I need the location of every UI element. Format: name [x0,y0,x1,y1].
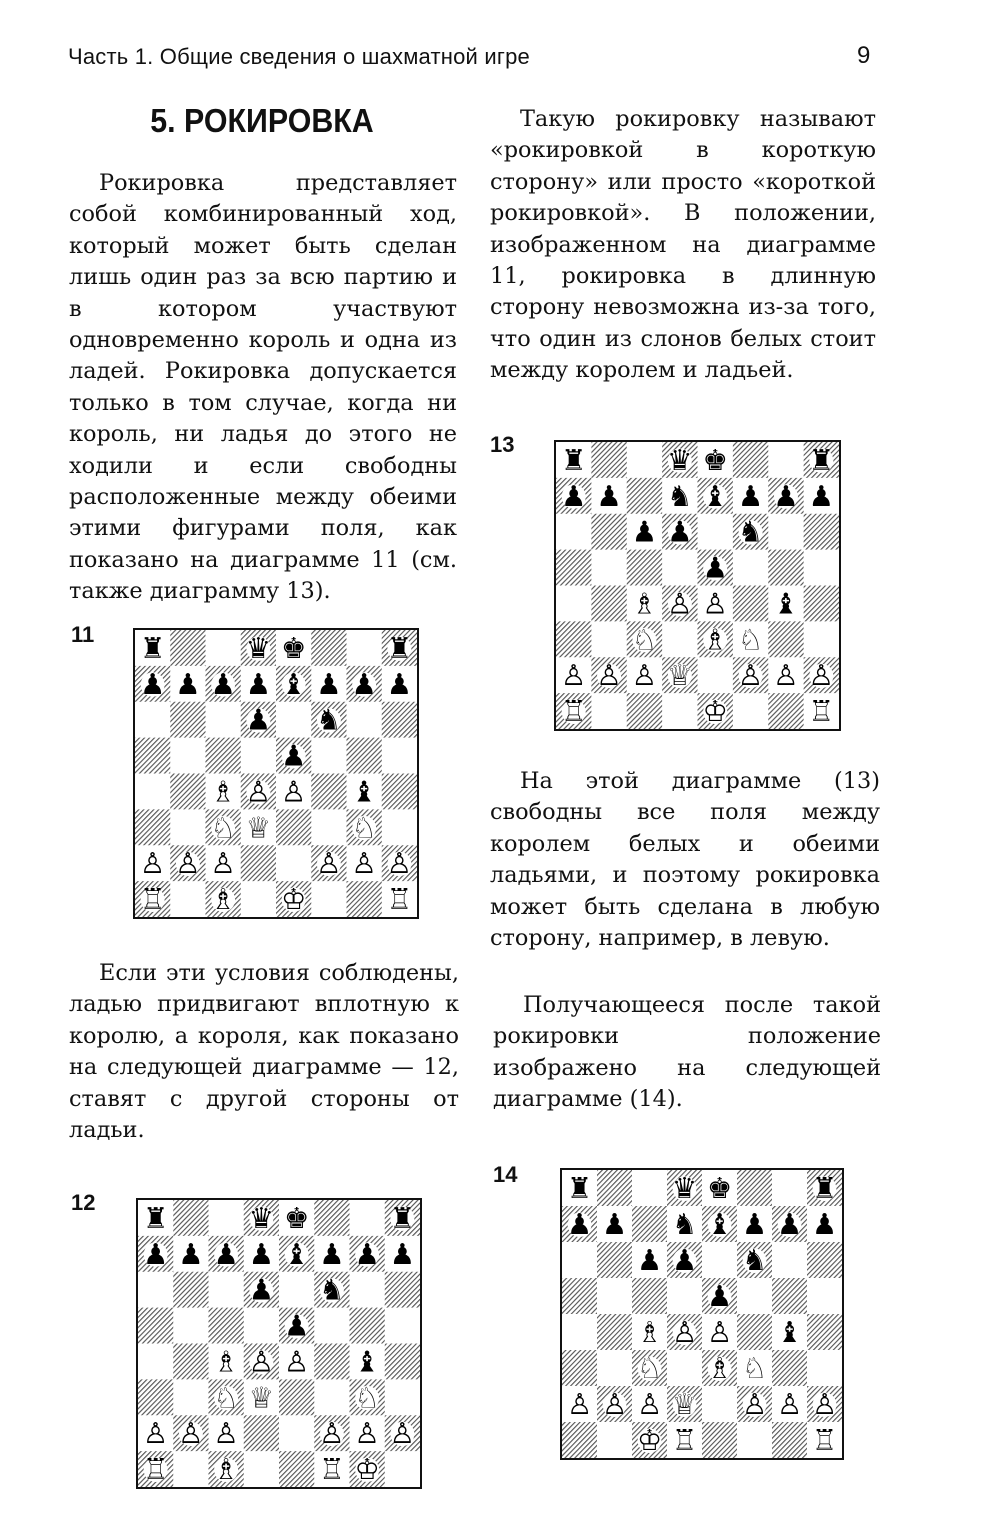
black-pawn-icon: ♟ [386,667,413,701]
dark-square [768,550,803,586]
dark-square [138,1308,173,1344]
white-rook-icon: ♖ [560,694,587,729]
black-pawn-icon: ♟ [139,667,166,701]
white-pawn-icon: ♙ [776,1387,803,1422]
white-knight-icon: ♘ [213,1381,239,1415]
dark-square [627,550,662,586]
dark-square [170,702,205,738]
dark-square [737,1314,772,1350]
dark-square [135,809,170,845]
white-queen-icon: ♕ [667,659,693,693]
black-king-icon: ♚ [283,1201,310,1236]
paragraph-5: Получающееся после такой рокировки положение изображено на следующей диаграмме (14). [493,992,881,1113]
black-knight-icon: ♞ [671,1207,698,1242]
dark-square [385,1272,420,1308]
black-rook-icon: ♜ [386,631,413,666]
black-queen-icon: ♛ [671,1171,698,1206]
dark-square [314,1344,349,1380]
black-rook-icon: ♜ [139,631,166,666]
white-knight-icon: ♘ [210,811,236,845]
dark-square [276,809,311,845]
dark-square [279,1451,314,1487]
white-pawn-icon: ♙ [737,659,764,693]
white-pawn-icon: ♙ [248,1345,275,1379]
dark-square [804,514,839,550]
white-bishop-icon: ♗ [702,623,728,657]
dark-square [173,1200,208,1236]
white-queen-icon: ♕ [245,811,272,845]
black-pawn-icon: ♟ [596,479,622,513]
dark-square [804,586,839,622]
black-queen-icon: ♛ [248,1201,275,1236]
white-king-icon: ♔ [354,1452,380,1487]
black-pawn-icon: ♟ [808,479,835,513]
diagram-12-number: 12 [71,1190,96,1215]
black-pawn-icon: ♟ [702,551,728,585]
black-pawn-icon: ♟ [280,739,307,773]
black-pawn-icon: ♟ [213,1237,239,1271]
dark-square [556,550,591,586]
black-knight-icon: ♞ [667,479,693,513]
white-pawn-icon: ♙ [245,775,272,809]
black-pawn-icon: ♟ [248,1237,275,1271]
black-king-icon: ♚ [706,1171,733,1206]
black-rook-icon: ♜ [142,1201,169,1236]
black-queen-icon: ♛ [667,443,693,478]
white-pawn-icon: ♙ [351,847,377,881]
white-pawn-icon: ♙ [354,1417,380,1451]
diagram-13-board [554,440,841,731]
white-knight-icon: ♘ [354,1381,380,1415]
white-bishop-icon: ♗ [631,587,658,621]
white-rook-icon: ♖ [142,1452,169,1487]
dark-square [556,621,591,657]
section-title: 5. РОКИРОВКА [150,102,374,139]
dark-square [241,845,276,881]
black-pawn-icon: ♟ [773,479,799,513]
white-pawn-icon: ♙ [210,847,236,881]
white-rook-icon: ♖ [808,694,835,729]
white-bishop-icon: ♗ [706,1351,733,1386]
white-queen-icon: ♕ [248,1381,275,1415]
dark-square [385,1344,420,1380]
dark-square [314,1200,349,1236]
dark-square [209,1308,244,1344]
diagram-14-number: 14 [493,1162,518,1187]
dark-square [733,586,768,622]
black-pawn-icon: ♟ [601,1207,628,1242]
dark-square [597,1242,632,1278]
white-pawn-icon: ♙ [319,1417,345,1451]
black-pawn-icon: ♟ [316,667,342,701]
black-knight-icon: ♞ [319,1273,345,1307]
black-pawn-icon: ♟ [631,515,658,549]
black-pawn-icon: ♟ [319,1237,345,1271]
white-pawn-icon: ♙ [139,847,166,881]
white-pawn-icon: ♙ [389,1417,416,1451]
paragraph-2: Если эти условия соблюдены, ладью придвигают вплотную к королю, а короля, как показано на следующей диаграмме — 12, ставят с другой стороны от ладьи. [69,960,459,1144]
dark-square [347,738,382,774]
dark-square [170,630,205,666]
dark-square [702,1422,737,1458]
black-knight-icon: ♞ [741,1243,768,1278]
black-pawn-icon: ♟ [706,1279,733,1314]
dark-square [737,1170,772,1206]
dark-square [347,881,382,917]
white-pawn-icon: ♙ [671,1315,698,1350]
white-knight-icon: ♘ [631,623,658,657]
white-bishop-icon: ♗ [213,1452,239,1487]
white-pawn-icon: ♙ [178,1417,204,1451]
white-pawn-icon: ♙ [601,1387,628,1422]
paragraph-1: Рокировка представляет собой комбинированный ход, который может быть сделан лишь один раз за всю партию и в котором участвуют одновременно король и одна из ладей. Рокировка допускается только в том случае, когда ни король, ни ладья до этого не ходили и если свободны расположенные между обеими этими фигурами поля, как показано на диаграмме 11 (см. также диаграмму 13). [69,170,457,605]
black-knight-icon: ♞ [316,703,342,737]
white-pawn-icon: ♙ [667,587,693,621]
black-pawn-icon: ♟ [210,667,236,701]
white-pawn-icon: ♙ [175,847,201,881]
white-knight-icon: ♘ [737,623,764,657]
black-bishop-icon: ♝ [354,1345,380,1379]
white-bishop-icon: ♗ [636,1315,663,1350]
white-queen-icon: ♕ [671,1387,698,1422]
paragraph-3: Такую рокировку называют «рокировкой в короткую сторону» или просто «короткой рокировкой». В положении, изображенном на диаграмме 11, рокировка в длинную сторону невозможна из-за того, что один из слонов белых стоит между королем и ладьей. [490,106,876,384]
dark-square [244,1415,279,1451]
dark-square [733,442,768,478]
white-pawn-icon: ♙ [631,659,658,693]
black-bishop-icon: ♝ [283,1237,310,1271]
page-number: 9 [857,42,871,69]
white-king-icon: ♔ [280,882,307,917]
white-pawn-icon: ♙ [808,659,835,693]
running-title: Часть 1. Общие сведения о шахматной игре [68,44,530,69]
black-pawn-icon: ♟ [811,1207,838,1242]
dark-square [591,586,626,622]
black-pawn-icon: ♟ [671,1243,698,1278]
white-pawn-icon: ♙ [280,775,307,809]
d11-board-svg [135,630,417,917]
black-pawn-icon: ♟ [741,1207,768,1242]
dark-square [206,738,241,774]
white-pawn-icon: ♙ [386,847,413,881]
white-pawn-icon: ♙ [283,1345,310,1379]
white-pawn-icon: ♙ [741,1387,768,1422]
black-rook-icon: ♜ [808,443,835,478]
black-rook-icon: ♜ [560,443,587,478]
white-pawn-icon: ♙ [773,659,799,693]
black-pawn-icon: ♟ [636,1243,663,1278]
dark-square [382,702,417,738]
white-pawn-icon: ♙ [596,659,622,693]
dark-square [173,1344,208,1380]
dark-square [173,1272,208,1308]
white-knight-icon: ♘ [351,811,377,845]
diagram-11-board [133,628,419,919]
dark-square [772,1278,807,1314]
dark-square [135,738,170,774]
black-pawn-icon: ♟ [354,1237,380,1271]
white-pawn-icon: ♙ [142,1417,169,1451]
dark-square [772,1350,807,1386]
d14-board-svg [562,1170,842,1458]
black-pawn-icon: ♟ [566,1207,593,1242]
dark-square [597,1314,632,1350]
white-rook-icon: ♖ [671,1423,698,1458]
black-pawn-icon: ♟ [175,667,201,701]
dark-square [311,630,346,666]
dark-square [632,1278,667,1314]
dark-square [768,693,803,729]
white-rook-icon: ♖ [139,882,166,917]
black-bishop-icon: ♝ [776,1315,803,1350]
dark-square [591,514,626,550]
dark-square [591,442,626,478]
white-pawn-icon: ♙ [566,1387,593,1422]
dark-square [562,1278,597,1314]
dark-square [279,1379,314,1415]
dark-square [311,774,346,810]
dark-square [138,1379,173,1415]
white-knight-icon: ♘ [636,1351,663,1386]
dark-square [562,1350,597,1386]
d12-board-svg [138,1200,420,1487]
dark-square [807,1314,842,1350]
white-rook-icon: ♖ [386,882,413,917]
white-pawn-icon: ♙ [702,587,728,621]
dark-square [772,1422,807,1458]
black-knight-icon: ♞ [737,515,764,549]
black-pawn-icon: ♟ [283,1309,310,1343]
white-bishop-icon: ♗ [213,1345,239,1379]
dark-square [627,693,662,729]
white-pawn-icon: ♙ [213,1417,239,1451]
black-pawn-icon: ♟ [776,1207,803,1242]
dark-square [807,1242,842,1278]
white-pawn-icon: ♙ [636,1387,663,1422]
white-rook-icon: ♖ [319,1452,345,1487]
dark-square [627,478,662,514]
black-rook-icon: ♜ [811,1171,838,1206]
white-knight-icon: ♘ [741,1351,768,1386]
white-bishop-icon: ♗ [210,882,236,917]
dark-square [632,1206,667,1242]
white-pawn-icon: ♙ [706,1315,733,1350]
diagram-12-board [136,1198,422,1489]
white-pawn-icon: ♙ [560,659,587,693]
white-king-icon: ♔ [702,694,728,729]
black-bishop-icon: ♝ [280,667,307,701]
black-pawn-icon: ♟ [245,703,272,737]
black-pawn-icon: ♟ [389,1237,416,1271]
black-pawn-icon: ♟ [245,667,272,701]
diagram-13-number: 13 [490,432,515,457]
diagram-14-board [560,1168,844,1460]
white-bishop-icon: ♗ [210,775,236,809]
black-bishop-icon: ♝ [351,775,377,809]
black-pawn-icon: ♟ [560,479,587,513]
white-pawn-icon: ♙ [811,1387,838,1422]
white-rook-icon: ♖ [811,1423,838,1458]
black-pawn-icon: ♟ [178,1237,204,1271]
diagram-11-number: 11 [71,622,95,647]
black-pawn-icon: ♟ [248,1273,275,1307]
black-bishop-icon: ♝ [773,587,799,621]
paragraph-4: На этой диаграмме (13) свободны все поля между королем белых и обеими ладьями, и поэтому рокировка может быть сделана в любую сторону, например, в левую. [490,768,880,952]
black-bishop-icon: ♝ [706,1207,733,1242]
dark-square [170,774,205,810]
black-pawn-icon: ♟ [737,479,764,513]
black-bishop-icon: ♝ [702,479,728,513]
dark-square [768,621,803,657]
dark-square [562,1422,597,1458]
white-pawn-icon: ♙ [316,847,342,881]
black-queen-icon: ♛ [245,631,272,666]
black-rook-icon: ♜ [389,1201,416,1236]
black-pawn-icon: ♟ [667,515,693,549]
black-pawn-icon: ♟ [351,667,377,701]
dark-square [597,1170,632,1206]
dark-square [350,1308,385,1344]
black-rook-icon: ♜ [566,1171,593,1206]
d13-board-svg [556,442,839,729]
black-king-icon: ♚ [280,631,307,666]
black-pawn-icon: ♟ [142,1237,169,1271]
dark-square [382,774,417,810]
white-king-icon: ♔ [636,1423,663,1458]
black-king-icon: ♚ [702,443,728,478]
